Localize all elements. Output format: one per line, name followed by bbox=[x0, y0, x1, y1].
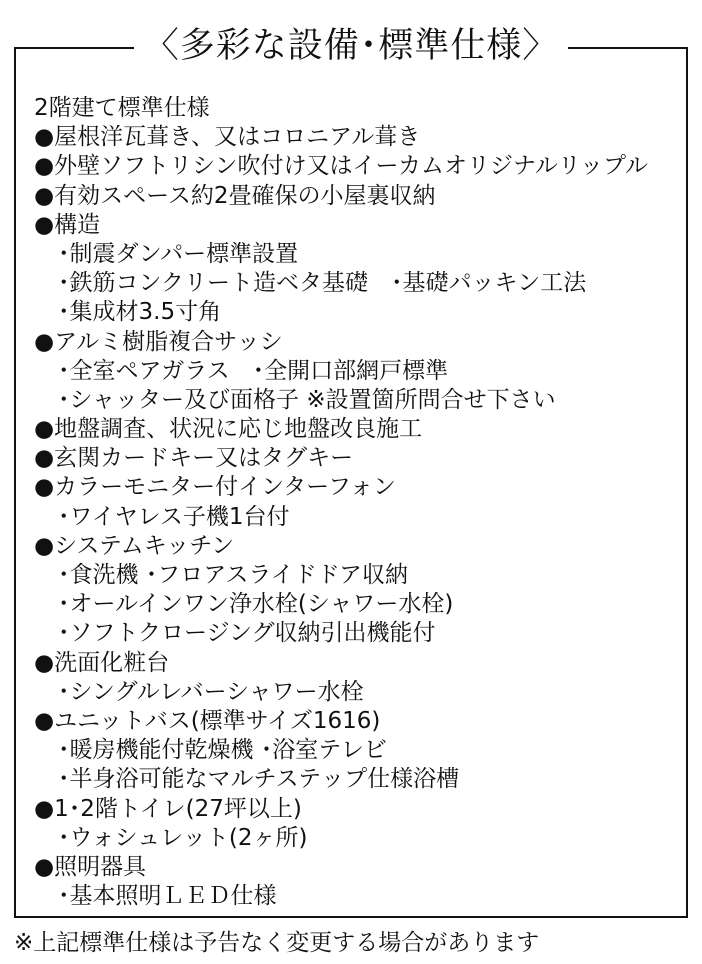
spec-subitem: ･ワイヤレス子機1台付 bbox=[58, 503, 290, 530]
spec-item: ●1･2階トイレ(27坪以上) bbox=[34, 795, 302, 822]
spec-subitem: ･食洗機 ･フロアスライドドア収納 bbox=[58, 562, 409, 588]
spec-item: ●照明器具 bbox=[34, 853, 147, 880]
spec-subitem: ･集成材3.5寸角 bbox=[58, 299, 222, 326]
spec-item: ●地盤調査、状況に応じ地盤改良施工 bbox=[34, 416, 423, 443]
spec-subitem: ･ソフトクロージング収納引出機能付 bbox=[58, 620, 436, 647]
spec-subitem: ･全室ペアガラス ･全開口部網戸標準 bbox=[58, 357, 449, 384]
spec-subitem: ･シングルレバーシャワー水栓 bbox=[58, 678, 364, 705]
title-bar bbox=[0, 22, 702, 70]
spec-item: ●アルミ樹脂複合サッシ bbox=[34, 328, 283, 355]
spec-subitem: ･鉄筋コンクリート造ベタ基礎 ･基礎パッキン工法 bbox=[58, 270, 587, 297]
spec-item: ●構造 bbox=[34, 211, 101, 238]
spec-item: ●玄関カードキー又はタグキー bbox=[34, 445, 354, 472]
spec-intro: 2階建て標準仕様 bbox=[34, 95, 210, 121]
spec-subitem: ･ウォシュレット(2ヶ所) bbox=[58, 824, 308, 851]
spec-item: ●ユニットバス(標準サイズ1616) bbox=[34, 707, 381, 734]
spec-item: ●有効スペース約2畳確保の小屋裏収納 bbox=[34, 182, 436, 209]
spec-subitem: ･暖房機能付乾燥機 ･浴室テレビ bbox=[58, 737, 387, 764]
spec-subitem: ･制震ダンパー標準設置 bbox=[58, 240, 299, 267]
spec-item: ●洗面化粧台 bbox=[34, 649, 170, 676]
spec-item: ●外壁ソフトリシン吹付け又はイーカムオリジナルリップル bbox=[34, 153, 649, 180]
spec-list bbox=[32, 94, 682, 911]
spec-subitem: ･シャッター及び面格子 ※設置箇所問合せ下さい bbox=[58, 386, 556, 413]
footnote: ※上記標準仕様は予告なく変更する場合があります bbox=[14, 930, 540, 956]
spec-item: ●屋根洋瓦葺き、又はコロニアル葺き bbox=[34, 124, 421, 151]
spec-subitem: ･半身浴可能なマルチステップ仕様浴槽 bbox=[58, 766, 460, 793]
page-title: 〈多彩な設備･標準仕様〉 bbox=[134, 22, 569, 70]
spec-subitem: ･基本照明ＬＥＤ仕様 bbox=[58, 883, 277, 910]
spec-item: ●システムキッチン bbox=[34, 532, 235, 559]
spec-subitem: ･オールインワン浄水栓(シャワー水栓) bbox=[58, 591, 454, 618]
spec-item: ●カラーモニター付インターフォン bbox=[34, 474, 396, 501]
